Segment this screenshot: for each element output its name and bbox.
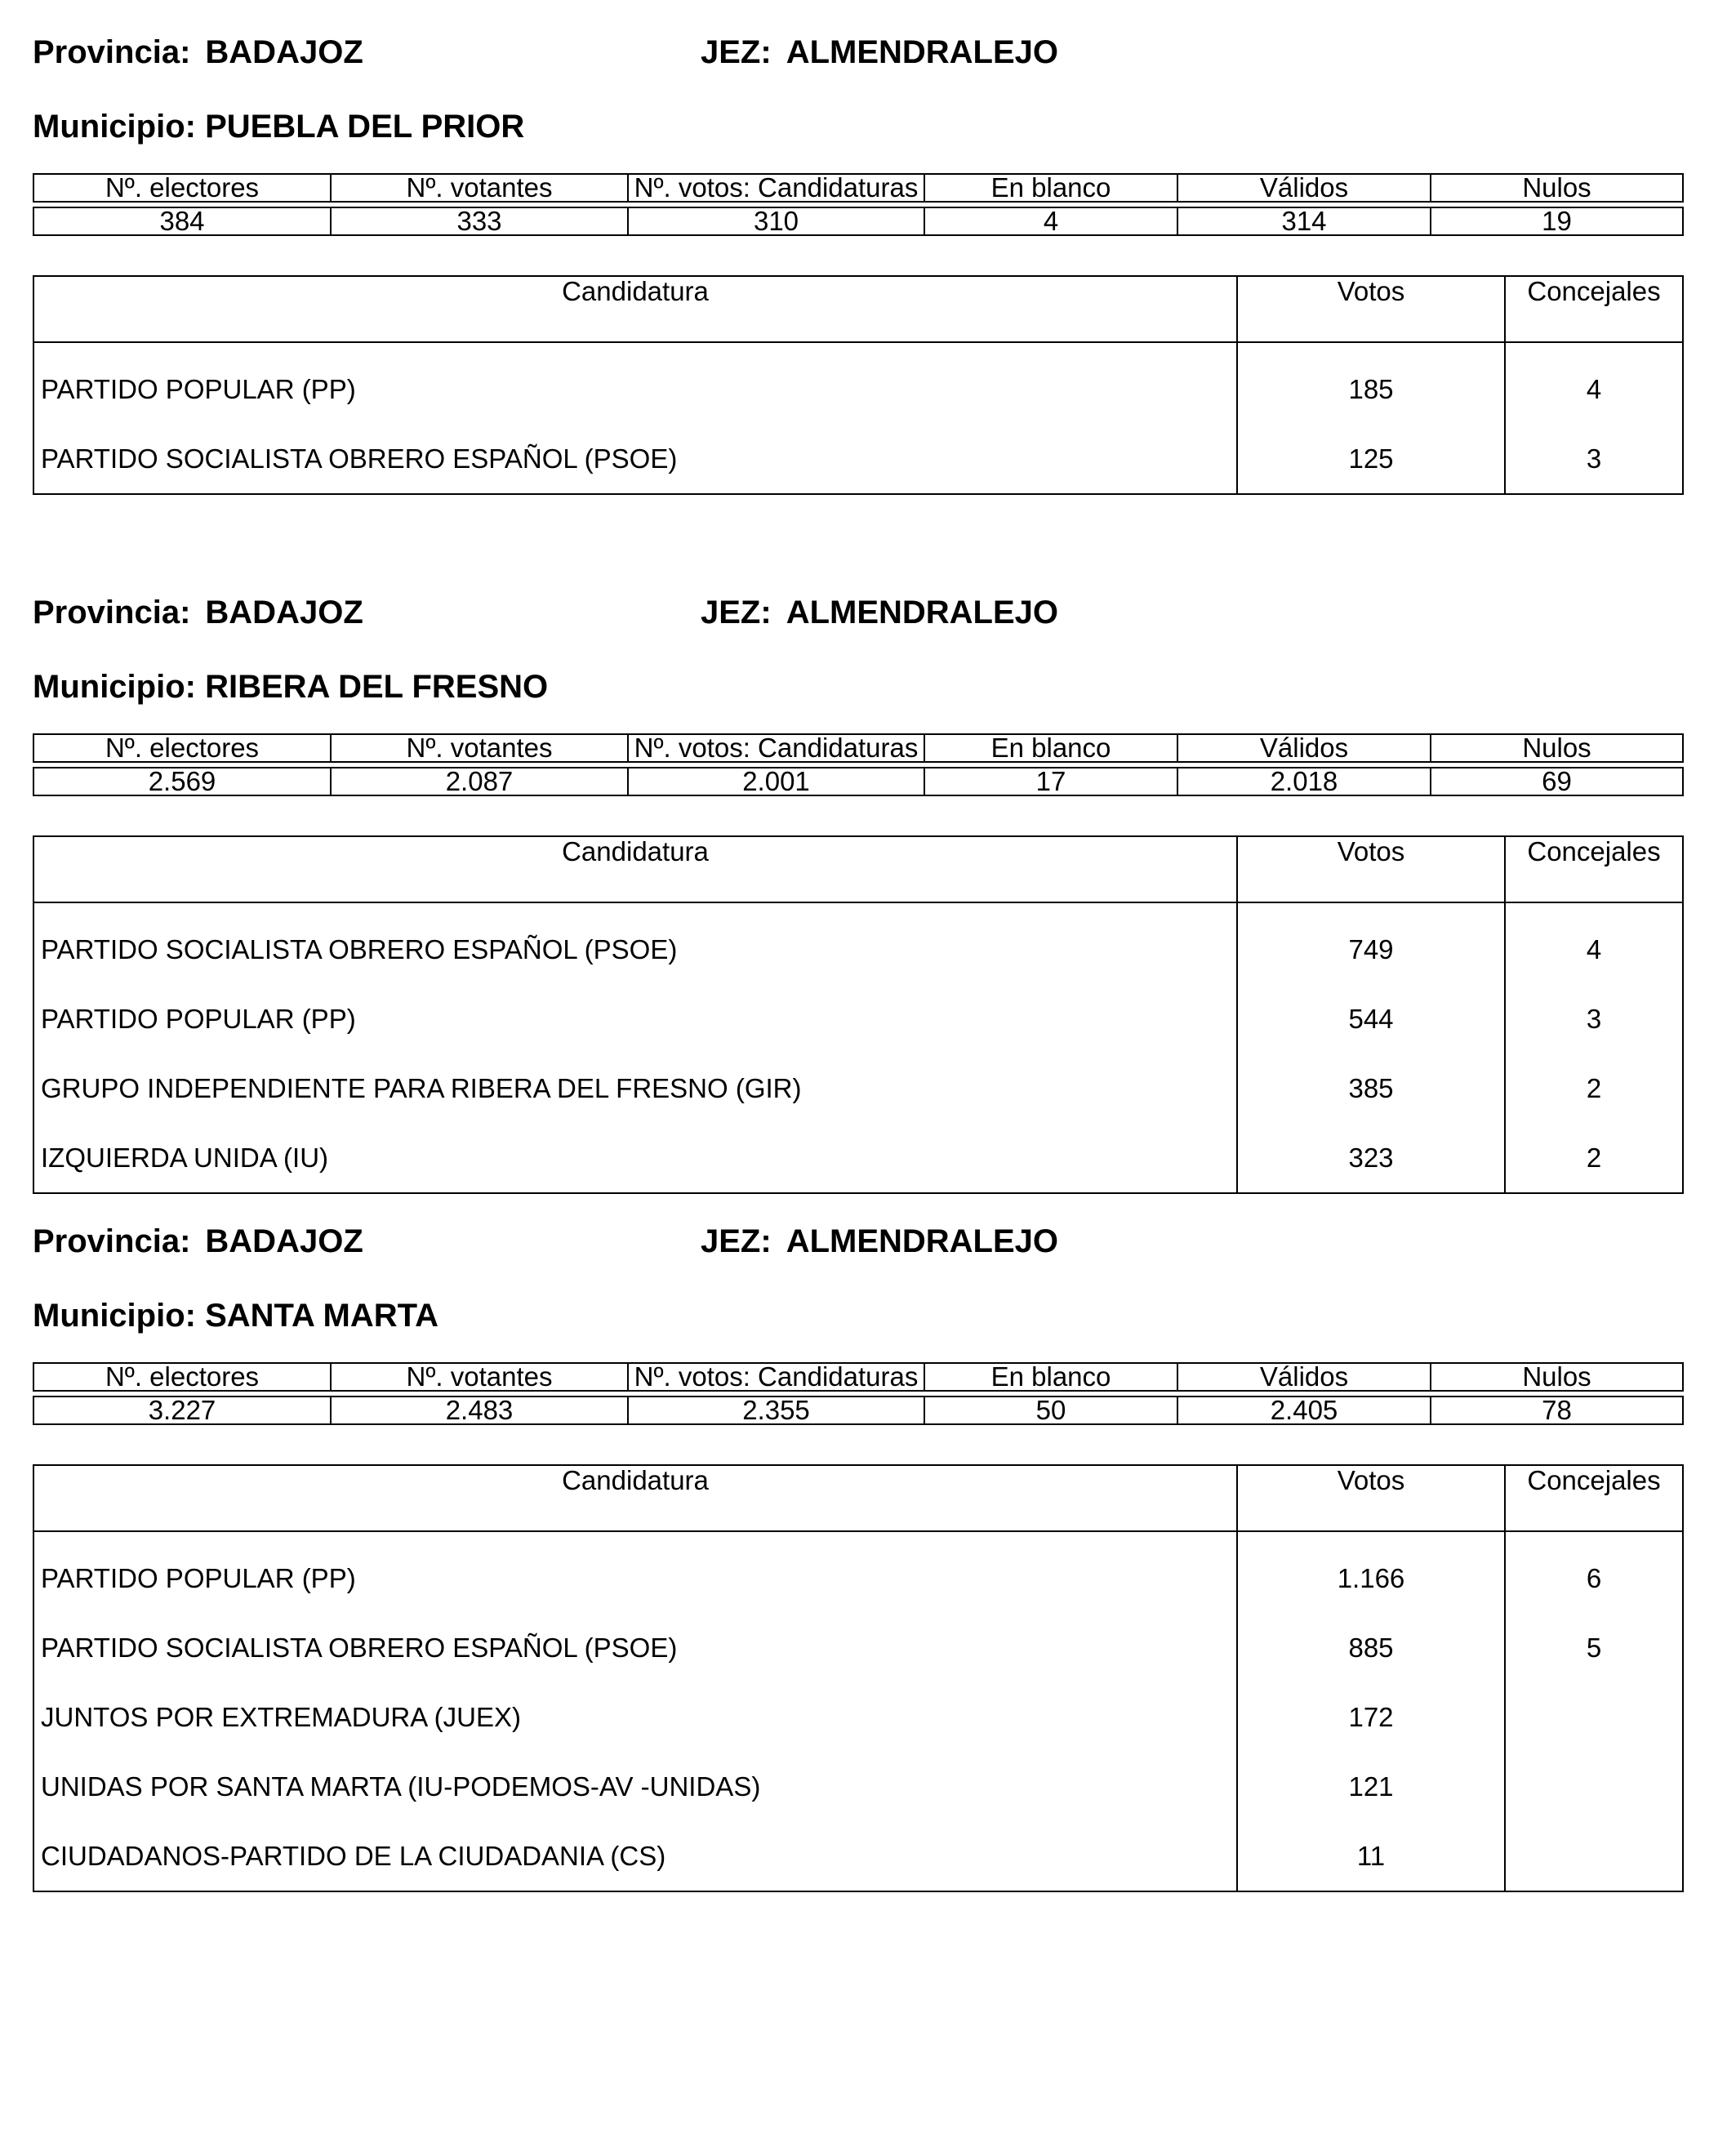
jez-value: ALMENDRALEJO	[786, 1223, 1059, 1259]
candidature-concejales: 5	[1505, 1613, 1683, 1682]
votos-header: Votos	[1237, 1465, 1505, 1531]
stats-header-validos: Válidos	[1177, 734, 1431, 762]
jez-label: JEZ:	[701, 1223, 772, 1259]
stats-value-validos: 2.405	[1177, 1396, 1431, 1424]
candidature-votos: 125	[1237, 424, 1505, 494]
candidature-votos: 323	[1237, 1123, 1505, 1193]
municipio-label: Municipio:	[33, 1298, 196, 1334]
stats-value-votos-candidaturas: 2.001	[628, 768, 924, 795]
stats-header-electores: Nº. electores	[33, 1363, 331, 1391]
candidature-votos: 1.166	[1237, 1531, 1505, 1613]
candidature-concejales: 4	[1505, 902, 1683, 984]
municipio-line	[33, 1298, 438, 1334]
candidature-concejales: 6	[1505, 1531, 1683, 1613]
provincia-label: Provincia:	[33, 595, 191, 630]
candidature-name: GRUPO INDEPENDIENTE PARA RIBERA DEL FRESNO (GIR)	[41, 1072, 802, 1103]
candidatures-header-row	[33, 1465, 1683, 1531]
candidatures-header-row	[33, 276, 1683, 342]
candidature-name: PARTIDO SOCIALISTA OBRERO ESPAÑOL (PSOE)	[41, 1632, 678, 1663]
stats-value-nulos: 19	[1431, 207, 1683, 235]
concejales-header: Concejales	[1505, 1465, 1683, 1531]
candidature-concejales	[1505, 1682, 1683, 1752]
stats-header-electores: Nº. electores	[33, 174, 331, 202]
stats-value-electores: 3.227	[33, 1396, 331, 1424]
stats-header-row	[33, 1363, 1683, 1391]
candidature-concejales: 3	[1505, 424, 1683, 494]
municipio-value: PUEBLA DEL PRIOR	[205, 109, 525, 145]
candidature-votos: 121	[1237, 1752, 1505, 1821]
provincia-label: Provincia:	[33, 34, 191, 70]
candidature-name: CIUDADANOS-PARTIDO DE LA CIUDADANIA (CS)	[41, 1840, 666, 1871]
stats-table	[33, 1362, 1684, 1425]
candidature-concejales	[1505, 1752, 1683, 1821]
candidature-name: UNIDAS POR SANTA MARTA (IU-PODEMOS-AV -UNIDAS)	[41, 1771, 761, 1802]
candidature-name: PARTIDO POPULAR (PP)	[41, 1562, 356, 1593]
stats-header-votos-candidaturas: Nº. votos: Candidaturas	[628, 1363, 924, 1391]
candidature-votos: 185	[1237, 342, 1505, 424]
candidature-votos: 749	[1237, 902, 1505, 984]
jez-label: JEZ:	[701, 595, 772, 630]
candidature-row	[33, 1821, 1683, 1891]
jez-label: JEZ:	[701, 34, 772, 70]
candidature-row	[33, 1531, 1683, 1613]
stats-header-votantes: Nº. votantes	[331, 174, 628, 202]
stats-header-row	[33, 734, 1683, 762]
candidature-votos: 885	[1237, 1613, 1505, 1682]
candidatures-table	[33, 275, 1684, 495]
candidature-name: PARTIDO SOCIALISTA OBRERO ESPAÑOL (PSOE)	[41, 933, 678, 964]
candidature-name: PARTIDO POPULAR (PP)	[41, 373, 356, 404]
candidatura-header: Candidatura	[33, 836, 1237, 902]
stats-value-electores: 384	[33, 207, 331, 235]
jez-line	[701, 595, 1058, 630]
stats-header-en-blanco: En blanco	[924, 174, 1177, 202]
candidature-row	[33, 1054, 1683, 1123]
municipio-line	[33, 669, 548, 705]
candidature-votos: 172	[1237, 1682, 1505, 1752]
votos-header: Votos	[1237, 276, 1505, 342]
candidature-concejales: 4	[1505, 342, 1683, 424]
stats-value-en-blanco: 4	[924, 207, 1177, 235]
stats-value-validos: 314	[1177, 207, 1431, 235]
stats-header-en-blanco: En blanco	[924, 734, 1177, 762]
stats-value-votos-candidaturas: 2.355	[628, 1396, 924, 1424]
stats-table	[33, 173, 1684, 236]
stats-header-validos: Válidos	[1177, 174, 1431, 202]
stats-value-validos: 2.018	[1177, 768, 1431, 795]
candidatures-header-row	[33, 836, 1683, 902]
candidature-name: PARTIDO SOCIALISTA OBRERO ESPAÑOL (PSOE)	[41, 443, 678, 474]
jez-value: ALMENDRALEJO	[786, 595, 1059, 630]
municipio-line	[33, 109, 524, 145]
candidature-row	[33, 984, 1683, 1054]
stats-value-electores: 2.569	[33, 768, 331, 795]
stats-value-votantes: 2.087	[331, 768, 628, 795]
votos-header: Votos	[1237, 836, 1505, 902]
candidature-row	[33, 1123, 1683, 1193]
stats-header-validos: Válidos	[1177, 1363, 1431, 1391]
stats-table	[33, 733, 1684, 796]
candidature-votos: 544	[1237, 984, 1505, 1054]
provincia-line	[33, 595, 363, 630]
provincia-value: BADAJOZ	[205, 1223, 363, 1259]
provincia-label: Provincia:	[33, 1223, 191, 1259]
stats-header-electores: Nº. electores	[33, 734, 331, 762]
candidature-name: PARTIDO POPULAR (PP)	[41, 1003, 356, 1034]
stats-value-votantes: 2.483	[331, 1396, 628, 1424]
candidatures-table	[33, 835, 1684, 1194]
stats-gap	[33, 202, 1683, 207]
jez-line	[701, 1223, 1058, 1259]
stats-value-en-blanco: 50	[924, 1396, 1177, 1424]
provincia-value: BADAJOZ	[205, 34, 363, 70]
stats-header-votos-candidaturas: Nº. votos: Candidaturas	[628, 174, 924, 202]
candidature-row	[33, 424, 1683, 494]
stats-value-row	[33, 768, 1683, 795]
stats-value-en-blanco: 17	[924, 768, 1177, 795]
candidature-name: IZQUIERDA UNIDA (IU)	[41, 1142, 329, 1173]
provincia-line	[33, 1223, 363, 1259]
candidatura-header: Candidatura	[33, 1465, 1237, 1531]
stats-header-votos-candidaturas: Nº. votos: Candidaturas	[628, 734, 924, 762]
municipio-label: Municipio:	[33, 669, 196, 705]
jez-line	[701, 34, 1058, 70]
stats-value-nulos: 69	[1431, 768, 1683, 795]
stats-value-row	[33, 207, 1683, 235]
stats-header-votantes: Nº. votantes	[331, 734, 628, 762]
candidature-concejales: 3	[1505, 984, 1683, 1054]
candidature-votos: 385	[1237, 1054, 1505, 1123]
concejales-header: Concejales	[1505, 836, 1683, 902]
stats-value-nulos: 78	[1431, 1396, 1683, 1424]
stats-header-votantes: Nº. votantes	[331, 1363, 628, 1391]
candidature-concejales: 2	[1505, 1054, 1683, 1123]
stats-value-votantes: 333	[331, 207, 628, 235]
stats-header-nulos: Nulos	[1431, 734, 1683, 762]
municipio-label: Municipio:	[33, 109, 196, 145]
stats-header-nulos: Nulos	[1431, 174, 1683, 202]
municipio-value: SANTA MARTA	[205, 1298, 438, 1334]
stats-value-row	[33, 1396, 1683, 1424]
candidature-row	[33, 1613, 1683, 1682]
stats-header-en-blanco: En blanco	[924, 1363, 1177, 1391]
stats-gap	[33, 762, 1683, 768]
candidature-concejales	[1505, 1821, 1683, 1891]
stats-gap	[33, 1391, 1683, 1396]
candidatures-table	[33, 1464, 1684, 1892]
jez-value: ALMENDRALEJO	[786, 34, 1059, 70]
candidature-row	[33, 902, 1683, 984]
candidatura-header: Candidatura	[33, 276, 1237, 342]
candidature-row	[33, 1752, 1683, 1821]
stats-value-votos-candidaturas: 310	[628, 207, 924, 235]
candidature-concejales: 2	[1505, 1123, 1683, 1193]
candidature-name: JUNTOS POR EXTREMADURA (JUEX)	[41, 1701, 521, 1732]
candidature-row	[33, 1682, 1683, 1752]
municipio-value: RIBERA DEL FRESNO	[205, 669, 549, 705]
provincia-value: BADAJOZ	[205, 595, 363, 630]
stats-header-nulos: Nulos	[1431, 1363, 1683, 1391]
candidature-row	[33, 342, 1683, 424]
candidature-votos: 11	[1237, 1821, 1505, 1891]
stats-header-row	[33, 174, 1683, 202]
provincia-line	[33, 34, 363, 70]
concejales-header: Concejales	[1505, 276, 1683, 342]
